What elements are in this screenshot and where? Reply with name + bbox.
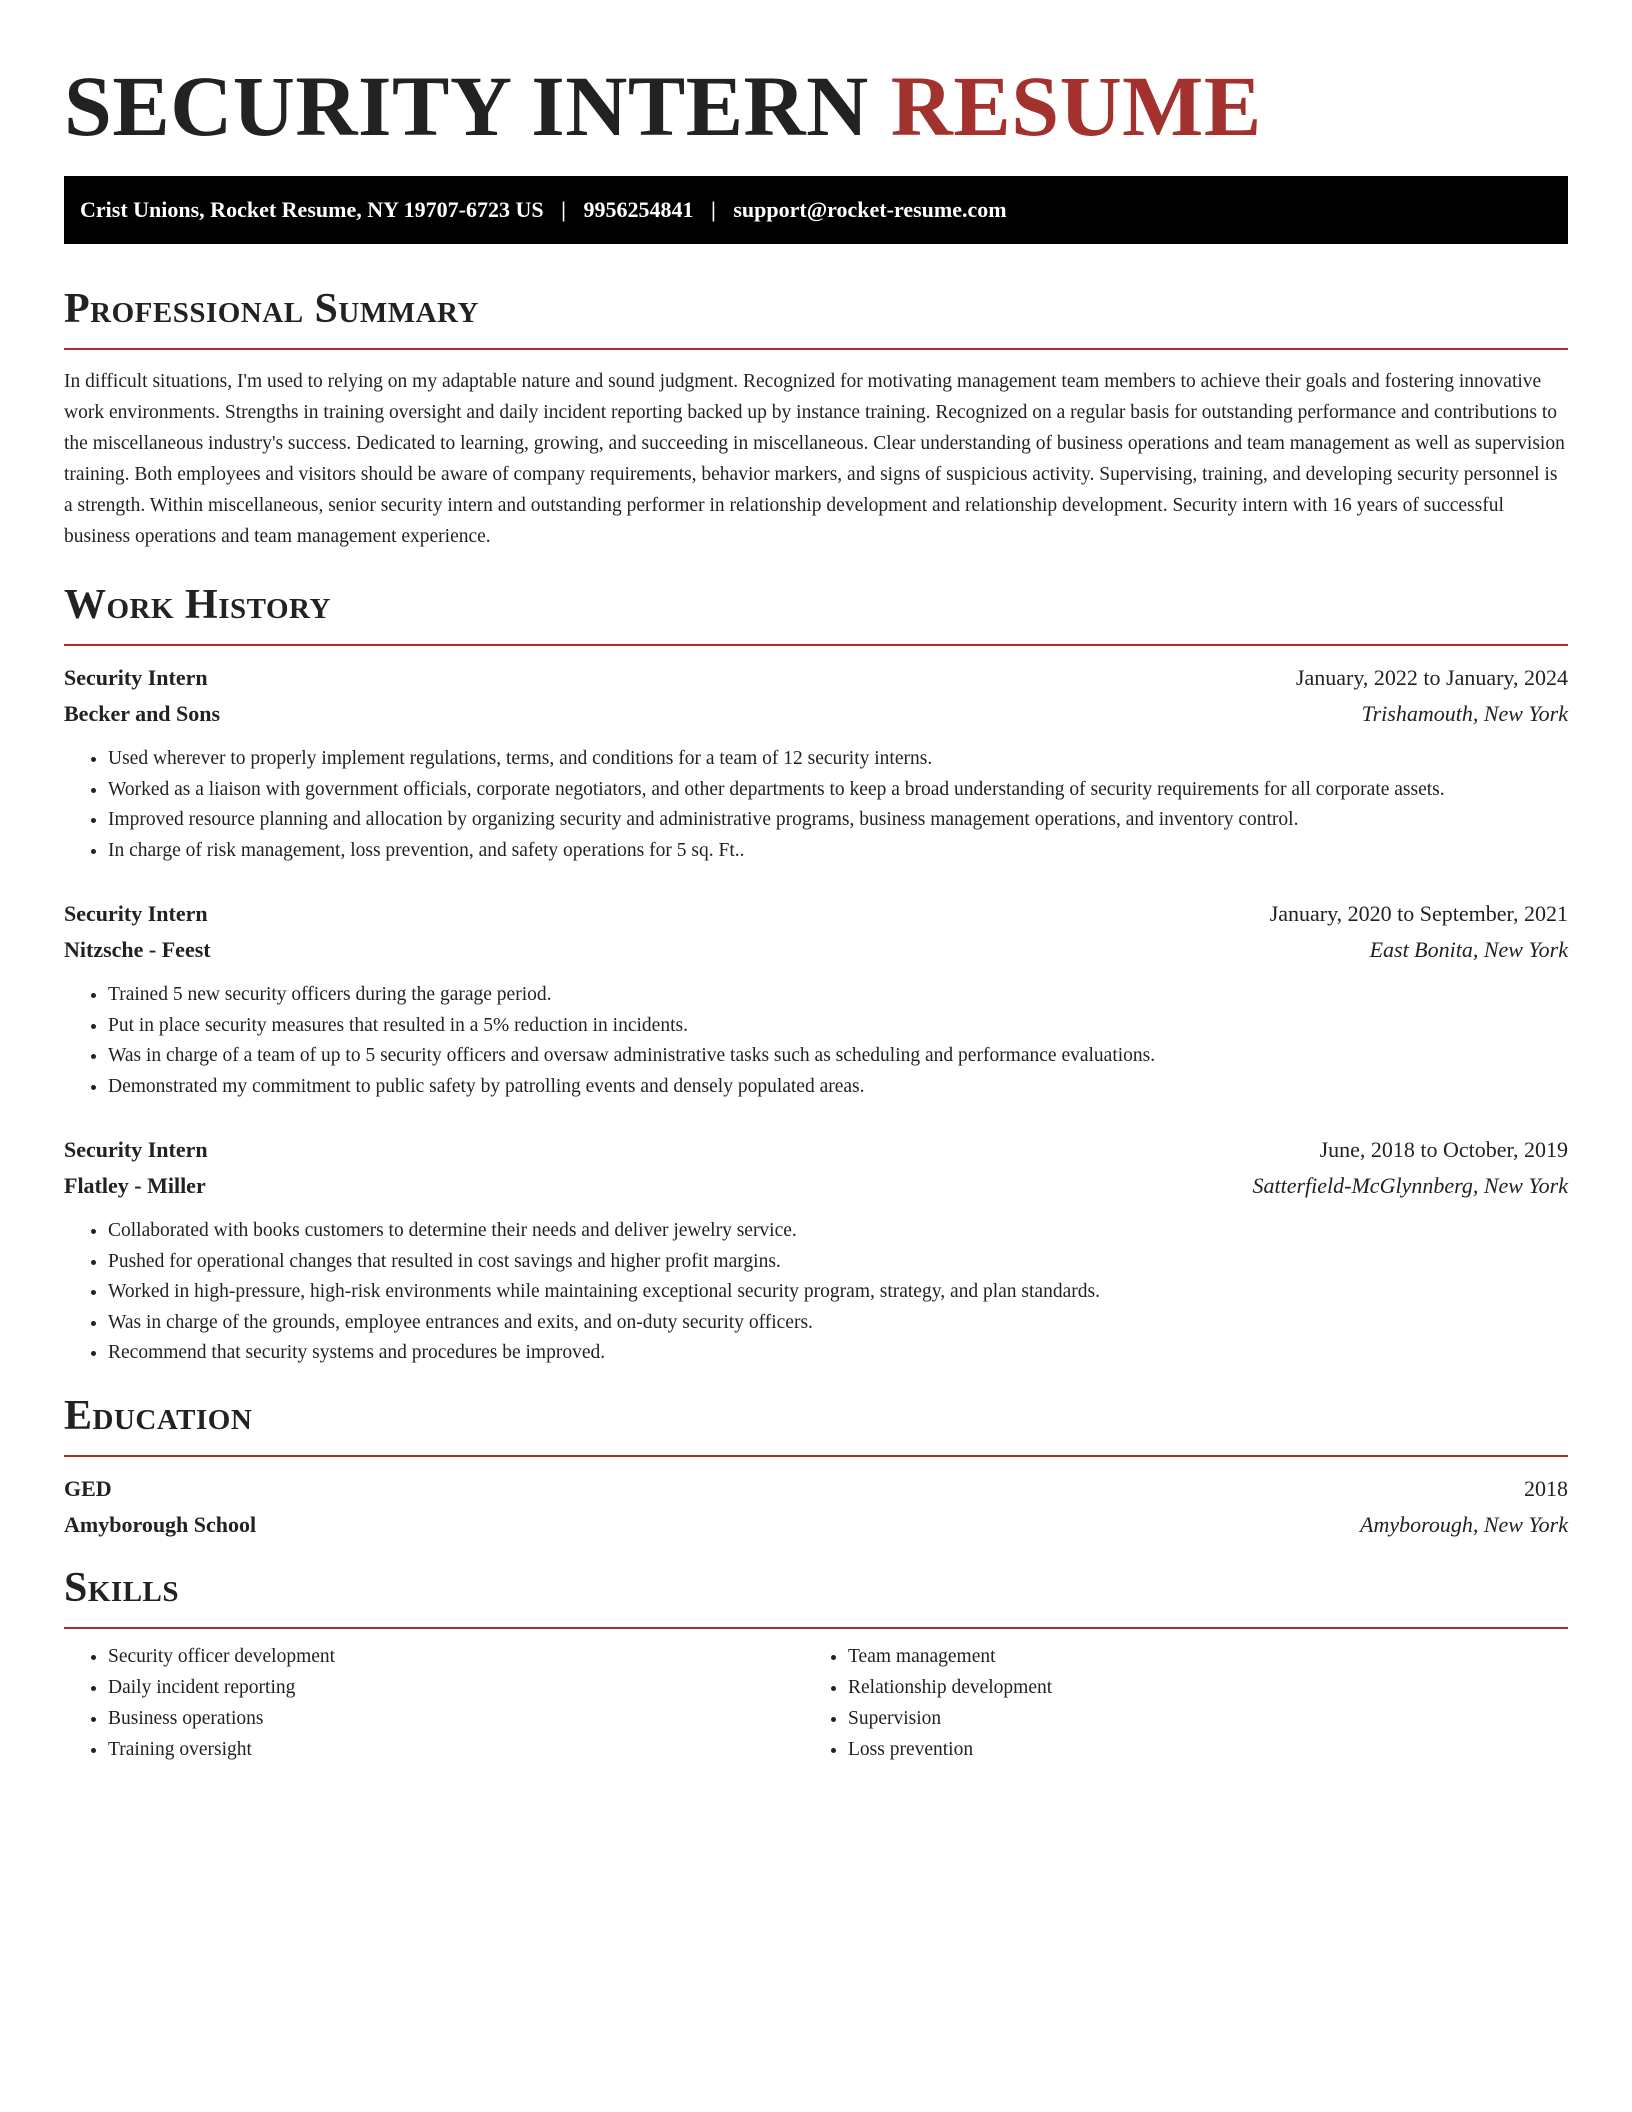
contact-phone[interactable]: 9956254841: [583, 197, 694, 222]
skills-list: [804, 1641, 1544, 1765]
job-bullet: • Put in place security measures that resulted in a 5% reduction in incidents.: [108, 1011, 1568, 1042]
contact-separator: |: [710, 197, 716, 222]
summary-text: In difficult situations, I'm used to relying on my adaptable nature and sound judgment. Recognized for motivating management team members to achieve their goals and fostering innovative work environments. Strengths in training oversight and daily incident reporting backed up by instance training. Recognized on a regular basis for outstanding performance and contributions to the miscellaneous industry's success. Dedicated to learning, growing, and succeeding in miscellaneous. Clear understanding of business operations and team management as well as supervision training. Both employees and visitors should be aware of company requirements, behavior markers, and signs of suspicious activity. Supervising, training, and developing security personnel is a strength. Within miscellaneous, senior security intern and outstanding performer in relationship development and relationship development. Security intern with 16 years of successful business operations and team management experience.: [64, 371, 1565, 547]
job-company: Nitzsche - Feest: [64, 937, 211, 962]
skill-item: • Relationship development: [848, 1672, 1544, 1703]
education-section: [64, 1391, 1568, 1543]
section-divider: [64, 1627, 1568, 1629]
education-entry: [64, 1471, 1568, 1543]
job-company: Flatley - Miller: [64, 1173, 206, 1198]
section-divider: [64, 644, 1568, 646]
job-bullets: [64, 1216, 1568, 1369]
job-bullet: • Was in charge of a team of up to 5 security officers and oversaw administrative tasks such as scheduling and performance evaluations.: [108, 1041, 1568, 1072]
skills-heading: Skills: [64, 1564, 180, 1611]
contact-separator: |: [561, 197, 566, 222]
job-location: East Bonita, New York: [1369, 937, 1568, 962]
job-bullet: • Improved resource planning and allocation by organizing security and administrative programs, business management operations, and inventory control.: [108, 805, 1568, 836]
job-entry: [64, 660, 1568, 866]
job-dates: June, 2018 to October, 2019: [1319, 1137, 1568, 1162]
skill-item: • Loss prevention: [848, 1734, 1544, 1765]
job-bullet: • Used wherever to properly implement regulations, terms, and conditions for a team of 12 security interns.: [108, 744, 1568, 775]
job-company-row: [64, 932, 1568, 968]
title-accent: RESUME: [890, 58, 1262, 154]
education-heading: Education: [64, 1392, 253, 1439]
job-title: Security Intern: [64, 1137, 208, 1162]
title-main: SECURITY INTERN: [64, 58, 891, 154]
job-dates: January, 2020 to September, 2021: [1269, 901, 1568, 926]
education-school-row: [64, 1507, 1568, 1543]
job-dates: January, 2022 to January, 2024: [1295, 665, 1568, 690]
section-divider: [64, 348, 1568, 350]
skill-item: • Team management: [848, 1641, 1544, 1672]
resume-title: [64, 0, 1568, 156]
contact-address: Crist Unions, Rocket Resume, NY 19707-6723 US: [80, 197, 544, 222]
education-year: 2018: [1524, 1475, 1568, 1501]
job-company-row: [64, 696, 1568, 732]
education-degree: GED: [64, 1475, 112, 1501]
education-location: Amyborough, New York: [1360, 1511, 1568, 1537]
job-location: Satterfield-McGlynnberg, New York: [1252, 1173, 1568, 1198]
job-bullet: • In charge of risk management, loss prevention, and safety operations for 5 sq. Ft..: [108, 836, 1568, 867]
section-divider: [64, 1455, 1568, 1457]
job-entry: [64, 896, 1568, 1102]
work-history-section: [64, 580, 1568, 1369]
resume-page: [64, 0, 1568, 1765]
skills-column-right: [804, 1641, 1544, 1765]
job-bullet: • Worked as a liaison with government officials, corporate negotiators, and other departments to keep a broad understanding of security requirements for all corporate assets.: [108, 775, 1568, 806]
skills-section: [64, 1563, 1568, 1765]
job-bullet: • Was in charge of the grounds, employee entrances and exits, and on-duty security officers.: [108, 1308, 1568, 1339]
skills-list: [64, 1641, 804, 1765]
job-header-row: [64, 1132, 1568, 1168]
job-header-row: [64, 896, 1568, 932]
contact-bar: [64, 176, 1568, 244]
job-header-row: [64, 660, 1568, 696]
summary-heading: Professional Summary: [64, 286, 479, 332]
job-bullet: • Collaborated with books customers to determine their needs and deliver jewelry service.: [108, 1216, 1568, 1247]
job-bullet: • Recommend that security systems and procedures be improved.: [108, 1338, 1568, 1369]
job-bullet: • Pushed for operational changes that resulted in cost savings and higher profit margins.: [108, 1247, 1568, 1278]
job-location: Trishamouth, New York: [1361, 701, 1568, 726]
education-school: Amyborough School: [64, 1511, 257, 1537]
job-title: Security Intern: [64, 901, 208, 926]
work-history-heading: Work History: [64, 582, 331, 628]
job-bullets: [64, 744, 1568, 866]
job-company-row: [64, 1168, 1568, 1204]
job-company: Becker and Sons: [64, 701, 221, 726]
education-header-row: [64, 1471, 1568, 1507]
job-bullet: • Worked in high-pressure, high-risk environments while maintaining exceptional security program, strategy, and plan standards.: [108, 1277, 1568, 1308]
skill-item: • Supervision: [848, 1703, 1544, 1734]
skill-item: • Business operations: [108, 1703, 804, 1734]
skill-item: • Security officer development: [108, 1641, 804, 1672]
skill-item: • Daily incident reporting: [108, 1672, 804, 1703]
job-entry: [64, 1132, 1568, 1369]
skill-item: • Training oversight: [108, 1734, 804, 1765]
skills-column-left: [64, 1641, 804, 1765]
skills-grid: [64, 1641, 1568, 1765]
job-bullet: • Trained 5 new security officers during the garage period.: [108, 980, 1568, 1011]
job-title: Security Intern: [64, 665, 208, 690]
contact-email[interactable]: support@rocket-resume.com: [733, 197, 1007, 222]
job-bullet: • Demonstrated my commitment to public safety by patrolling events and densely populated areas.: [108, 1072, 1568, 1103]
summary-section: [64, 284, 1568, 552]
job-bullets: [64, 980, 1568, 1102]
